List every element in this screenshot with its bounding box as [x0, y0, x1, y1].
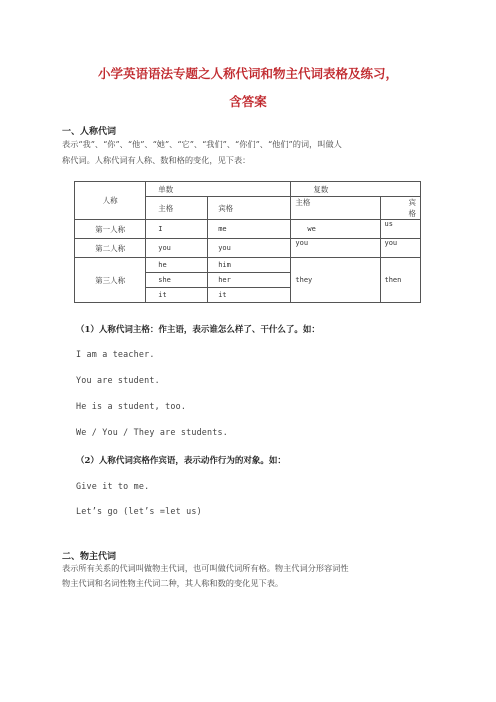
table-second-person: 第二人称 [75, 239, 146, 258]
example-line: He is a student, too. [76, 401, 187, 411]
table-cell: you [380, 239, 421, 258]
table-cell: you [208, 239, 291, 258]
subsection-2-heading: （2）人称代词宾格作宾语，表示动作行为的对象。如： [76, 456, 286, 466]
table-third-person: 第三人称 [75, 258, 146, 303]
document-title-line-1: 小学英语语法专题之人称代词和物主代词表格及练习， [97, 66, 398, 81]
table-cell: she [146, 273, 208, 288]
example-line: You are student. [76, 375, 160, 385]
table-singular-nominative: 主格 [146, 197, 208, 220]
table-cell: him [208, 258, 291, 273]
section-1-intro-line-1: 表示“我”、“你”、“他”、“她”、“它”、“我们”、“你们”、“他们”的词，叫做人 [62, 139, 342, 149]
example-line: I am a teacher. [76, 349, 155, 359]
section-1-heading: 一、人称代词 [62, 127, 117, 137]
subsection-1-heading: （1）人称代词主格：作主语，表示谁怎么样了、干什么了。如： [76, 325, 320, 335]
table-plural-nominative: 主格 [291, 197, 380, 220]
table-cell: we [291, 220, 380, 239]
table-cell: me [208, 220, 291, 239]
table-cell: us [380, 220, 421, 239]
table-cell: they [291, 258, 380, 303]
table-person-header: 人称 [75, 182, 146, 220]
table-plural-objective: 宾格 [380, 197, 421, 220]
table-cell: you [146, 239, 208, 258]
section-2-heading: 二、物主代词 [62, 552, 117, 562]
section-2-line-2: 物主代词和名词性物主代词二种，其人称和数的变化见下表。 [62, 578, 284, 588]
table-first-person: 第一人称 [75, 220, 146, 239]
table-singular-objective: 宾格 [208, 197, 291, 220]
table-cell: you [291, 239, 380, 258]
section-2-line-1: 表示所有关系的代词叫做物主代词，也可叫做代词所有格。物主代词分形容词性 [62, 563, 349, 573]
personal-pronoun-table [74, 181, 421, 303]
example-line: Give it to me. [76, 481, 150, 491]
table-cell: then [380, 258, 421, 303]
table-cell: he [146, 258, 208, 273]
table-cell: it [208, 288, 291, 303]
table-cell: it [146, 288, 208, 303]
table-singular-header: 单数 [146, 182, 291, 197]
table-cell: her [208, 273, 291, 288]
document-title-line-2: 含答案 [229, 94, 267, 109]
table-cell: I [146, 220, 208, 239]
example-line: Let’s go (let’s =let us) [76, 506, 202, 516]
table-plural-header: 复数 [291, 182, 421, 197]
section-1-intro-line-2: 称代词。人称代词有人称、数和格的变化，见下表： [62, 155, 251, 165]
example-line: We / You / They are students. [76, 427, 229, 437]
